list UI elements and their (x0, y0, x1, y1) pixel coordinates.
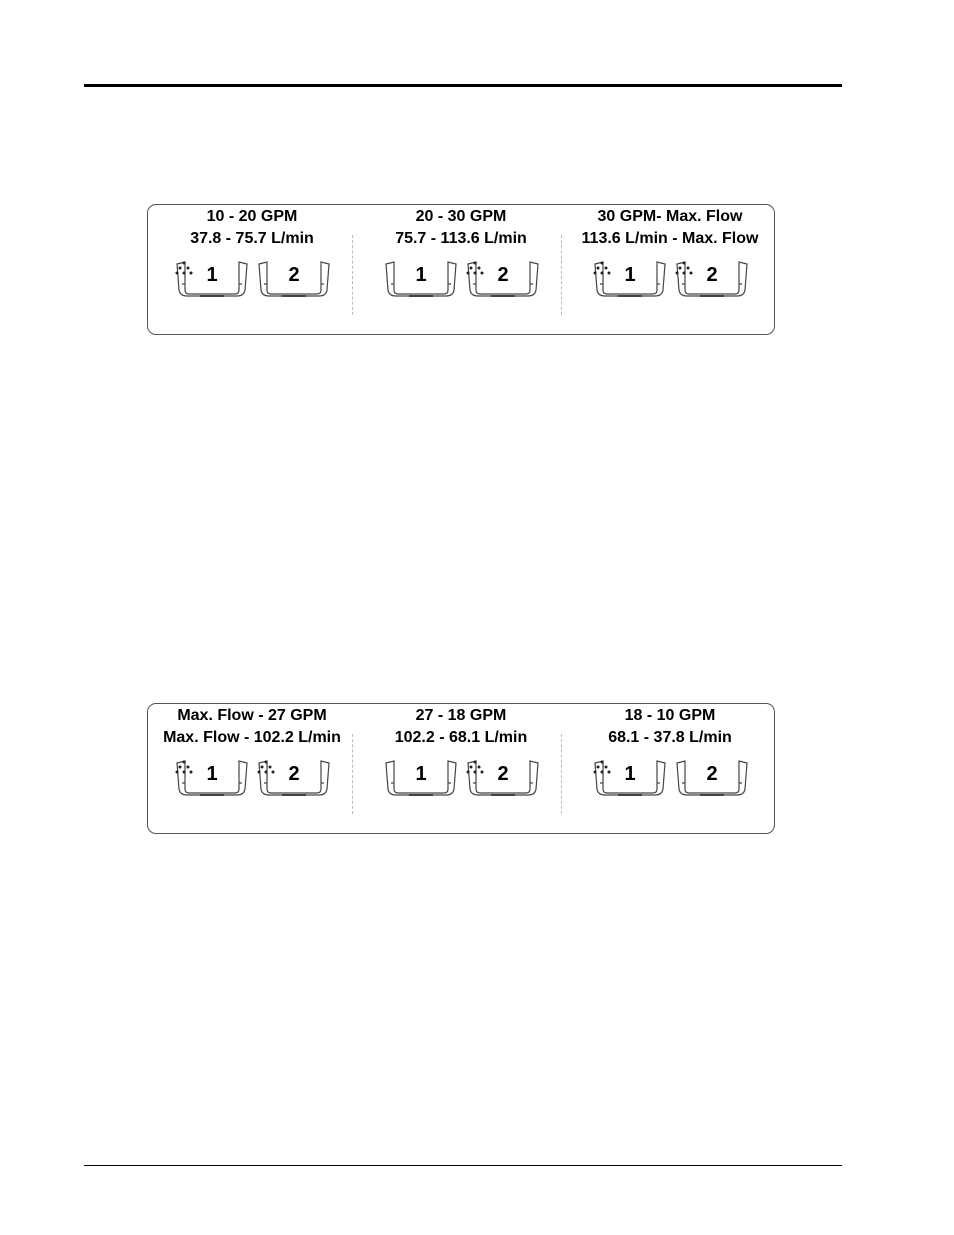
nozzle (465, 759, 541, 814)
nozzle (592, 260, 668, 315)
nozzle-number: 1 (415, 264, 427, 286)
nozzle (592, 759, 668, 814)
nozzle (465, 260, 541, 315)
nozzle (174, 759, 250, 814)
spray-pattern-icon (174, 260, 194, 278)
nozzle-number: 2 (497, 264, 509, 286)
nozzle-number: 1 (206, 763, 218, 785)
flow-column (357, 704, 565, 833)
nozzle-number: 2 (288, 763, 300, 785)
nozzle (256, 260, 332, 315)
nozzle-number: 2 (706, 763, 718, 785)
nozzle (383, 260, 459, 315)
nozzle-number: 2 (706, 264, 718, 286)
nozzle-number: 2 (497, 763, 509, 785)
nozzle-number: 1 (415, 763, 427, 785)
flow-lpm-label: 113.6 L/min - Max. Flow (581, 230, 759, 247)
nozzle (383, 759, 459, 814)
nozzle (674, 260, 750, 315)
nozzle-number: 1 (624, 763, 636, 785)
flow-column (148, 704, 356, 833)
flow-column (566, 704, 774, 833)
flow-gpm-label: Max. Flow - 27 GPM (177, 707, 327, 724)
nozzle (174, 260, 250, 315)
spray-pattern-icon (592, 759, 612, 777)
flow-gpm-label: 30 GPM- Max. Flow (597, 208, 743, 225)
nozzle-number: 1 (206, 264, 218, 286)
flow-gpm-label: 27 - 18 GPM (415, 707, 507, 724)
flow-gpm-label: 20 - 30 GPM (415, 208, 507, 225)
flow-lpm-label: 75.7 - 113.6 L/min (395, 230, 527, 247)
spray-pattern-icon (256, 759, 276, 777)
flow-lpm-label: 68.1 - 37.8 L/min (608, 729, 732, 746)
spray-pattern-icon (592, 260, 612, 278)
flow-column (357, 205, 565, 334)
flow-lpm-label: Max. Flow - 102.2 L/min (163, 729, 341, 746)
nozzle (674, 759, 750, 814)
footer-rule (84, 1165, 842, 1166)
nozzle (256, 759, 332, 814)
flow-gpm-label: 18 - 10 GPM (624, 707, 716, 724)
flow-lpm-label: 102.2 - 68.1 L/min (394, 729, 528, 746)
spray-pattern-icon (465, 260, 485, 278)
flow-column (566, 205, 774, 334)
flow-lpm-label: 37.8 - 75.7 L/min (190, 230, 314, 247)
spray-pattern-icon (674, 260, 694, 278)
spray-pattern-icon (465, 759, 485, 777)
header-rule (84, 84, 842, 87)
spray-pattern-icon (174, 759, 194, 777)
nozzle-number: 2 (288, 264, 300, 286)
nozzle-number: 1 (624, 264, 636, 286)
flow-gpm-label: 10 - 20 GPM (206, 208, 298, 225)
flow-column (148, 205, 356, 334)
flow-rate-panel-upper (147, 204, 775, 335)
flow-rate-panel-lower (147, 703, 775, 834)
